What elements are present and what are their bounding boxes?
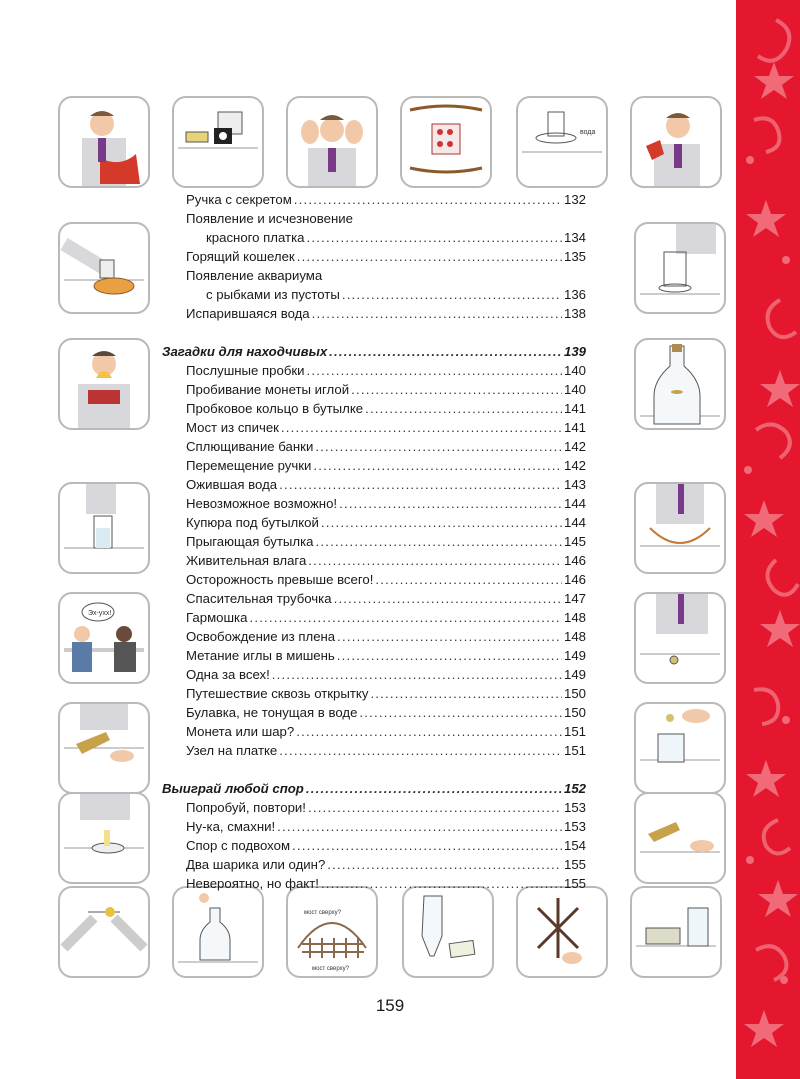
label-bridge-top: мост сверху?	[304, 910, 341, 916]
illustration-glass-money	[630, 886, 722, 978]
toc-entry: Невозможное возможно! ..... 144	[162, 494, 586, 513]
illustration-bottle-card	[402, 886, 494, 978]
illustration-hands-ball	[58, 886, 150, 978]
toc-entry: Сплющивание банки ..... 142	[162, 437, 586, 456]
toc-entry: Ожившая вода ..... 143	[162, 475, 586, 494]
illustration-magician-coin	[634, 592, 726, 684]
toc-entry: Испарившаяся вода ..... 138	[162, 304, 586, 323]
toc-entry: Горящий кошелек ..... 135	[162, 247, 586, 266]
toc-section-heading: Загадки для находчивых ..... 139	[162, 342, 586, 361]
toc-entry: Пробковое кольцо в бутылке ..... 141	[162, 399, 586, 418]
toc-entry: Прыгающая бутылка ..... 145	[162, 532, 586, 551]
toc-entry: Пробивание монеты иглой ..... 140	[162, 380, 586, 399]
toc-entry: Попробуй, повтори! ..... 153	[162, 798, 586, 817]
toc-entry: Купюра под бутылкой ..... 144	[162, 513, 586, 532]
illustration-magician-scarf	[58, 96, 150, 188]
toc-entry: Освобождение из плена ..... 148	[162, 627, 586, 646]
toc-entry-continuation: красного платка ..... 134	[162, 228, 586, 247]
toc-entry: Живительная влага ..... 146	[162, 551, 586, 570]
toc-entry: Спор с подвохом ..... 154	[162, 836, 586, 855]
toc-entry: Два шарика или один? ..... 155	[162, 855, 586, 874]
toc-section-heading: Выиграй любой спор ..... 152	[162, 779, 586, 798]
toc-entry: Метание иглы в мишень ..... 149	[162, 646, 586, 665]
illustration-hands-knot	[634, 482, 726, 574]
illustration-magician-book	[58, 338, 150, 430]
illustration-hands-coin	[58, 702, 150, 794]
illustration-match-star	[516, 886, 608, 978]
illustration-match-bridge	[286, 886, 378, 978]
page-number: 159	[375, 996, 405, 1015]
label-water: вода	[580, 129, 596, 136]
star-swirl-pattern	[736, 0, 800, 1079]
illustration-bottle-pin	[172, 886, 264, 978]
illustration-hands-match	[634, 792, 726, 884]
toc-entry: Послушные пробки ..... 140	[162, 361, 586, 380]
toc-entry-continuation: с рыбками из пустоты ..... 136	[162, 285, 586, 304]
table-of-contents	[162, 190, 586, 893]
toc-entry: Невероятно, но факт! ..... 155	[162, 874, 586, 893]
illustration-aquarium	[400, 96, 492, 188]
toc-entry: Одна за всех! ..... 149	[162, 665, 586, 684]
illustration-bottle-cork-ring	[634, 338, 726, 430]
toc-entry: Появление аквариума	[186, 268, 323, 283]
illustration-two-people	[58, 592, 150, 684]
toc-entry: Путешествие сквозь открытку ..... 150	[162, 684, 586, 703]
illustration-coin-glass	[634, 702, 726, 794]
toc-entry: Перемещение ручки ..... 142	[162, 456, 586, 475]
illustration-magician-red-scarf	[630, 96, 722, 188]
toc-entry: Гармошка ..... 148	[162, 608, 586, 627]
toc-entry: Булавка, не тонущая в воде ..... 150	[162, 703, 586, 722]
toc-entry: Осторожность превыше всего! ..... 146	[162, 570, 586, 589]
illustration-magician-hands	[286, 96, 378, 188]
toc-entry: Появление и исчезновение	[186, 211, 353, 226]
illustration-aquarium-glass	[634, 222, 726, 314]
decorative-sidebar	[736, 0, 800, 1079]
toc-entry: Узел на платке ..... 151	[162, 741, 586, 760]
label-bridge-bottom: мост сверху?	[312, 966, 349, 972]
illustration-burning-wallet	[58, 222, 150, 314]
toc-entry: Ну-ка, смахни! ..... 153	[162, 817, 586, 836]
toc-entry: Мост из спичек ..... 141	[162, 418, 586, 437]
toc-entry: Ручка с секретом ..... 132	[162, 190, 586, 209]
speech-bubble-text: Эх-ухх!	[88, 610, 112, 617]
illustration-bill-under-bottle	[58, 482, 150, 574]
illustration-evaporated-water	[516, 96, 608, 188]
toc-entry: Спасительная трубочка ..... 147	[162, 589, 586, 608]
toc-entry: Монета или шар? ..... 151	[162, 722, 586, 741]
illustration-candle-bottle	[58, 792, 150, 884]
illustration-wallet-box	[172, 96, 264, 188]
